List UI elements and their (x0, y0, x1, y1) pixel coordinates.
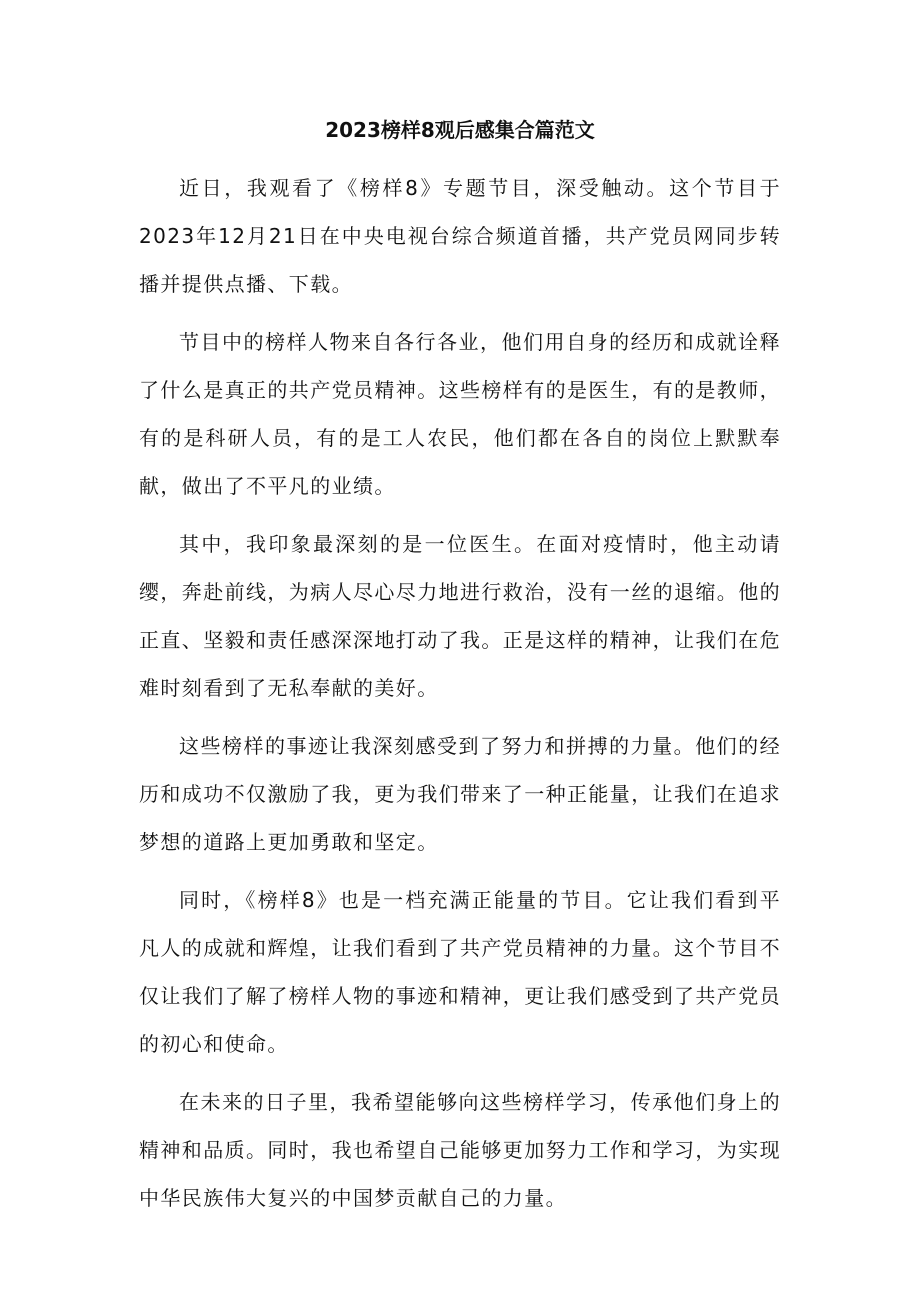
paragraph-6: 在未来的日子里，我希望能够向这些榜样学习，传承他们身上的精神和品质。同时，我也希望自己能够更加努力工作和学习，为实现中华民族伟大复兴的中国梦贡献自己的力量。 (139, 1090, 781, 1210)
document-body (139, 164, 781, 1232)
paragraph-4: 这些榜样的事迹让我深刻感受到了努力和拼搏的力量。他们的经历和成功不仅激励了我，更为我们带来了一种正能量，让我们在追求梦想的道路上更加勇敢和坚定。 (139, 734, 781, 854)
paragraph-3: 其中，我印象最深刻的是一位医生。在面对疫情时，他主动请缨，奔赴前线，为病人尽心尽力地进行救治，没有一丝的退缩。他的正直、坚毅和责任感深深地打动了我。正是这样的精神，让我们在危难时刻看到了无私奉献的美好。 (139, 532, 781, 700)
paragraph-2: 节目中的榜样人物来自各行各业，他们用自身的经历和成就诠释了什么是真正的共产党员精神。这些榜样有的是医生，有的是教师，有的是科研人员，有的是工人农民，他们都在各自的岗位上默默奉献，做出了不平凡的业绩。 (139, 330, 781, 498)
paragraph-1: 近日，我观看了《榜样8》专题节目，深受触动。这个节目于2023年12月21日在中央电视台综合频道首播，共产党员网同步转播并提供点播、下载。 (139, 176, 781, 296)
paragraph-5: 同时，《榜样8》也是一档充满正能量的节目。它让我们看到平凡人的成就和辉煌，让我们看到了共产党员精神的力量。这个节目不仅让我们了解了榜样人物的事迹和精神，更让我们感受到了共产党员的初心和使命。 (139, 888, 781, 1056)
document-title: 2023榜样8观后感集合篇范文 (325, 118, 595, 142)
